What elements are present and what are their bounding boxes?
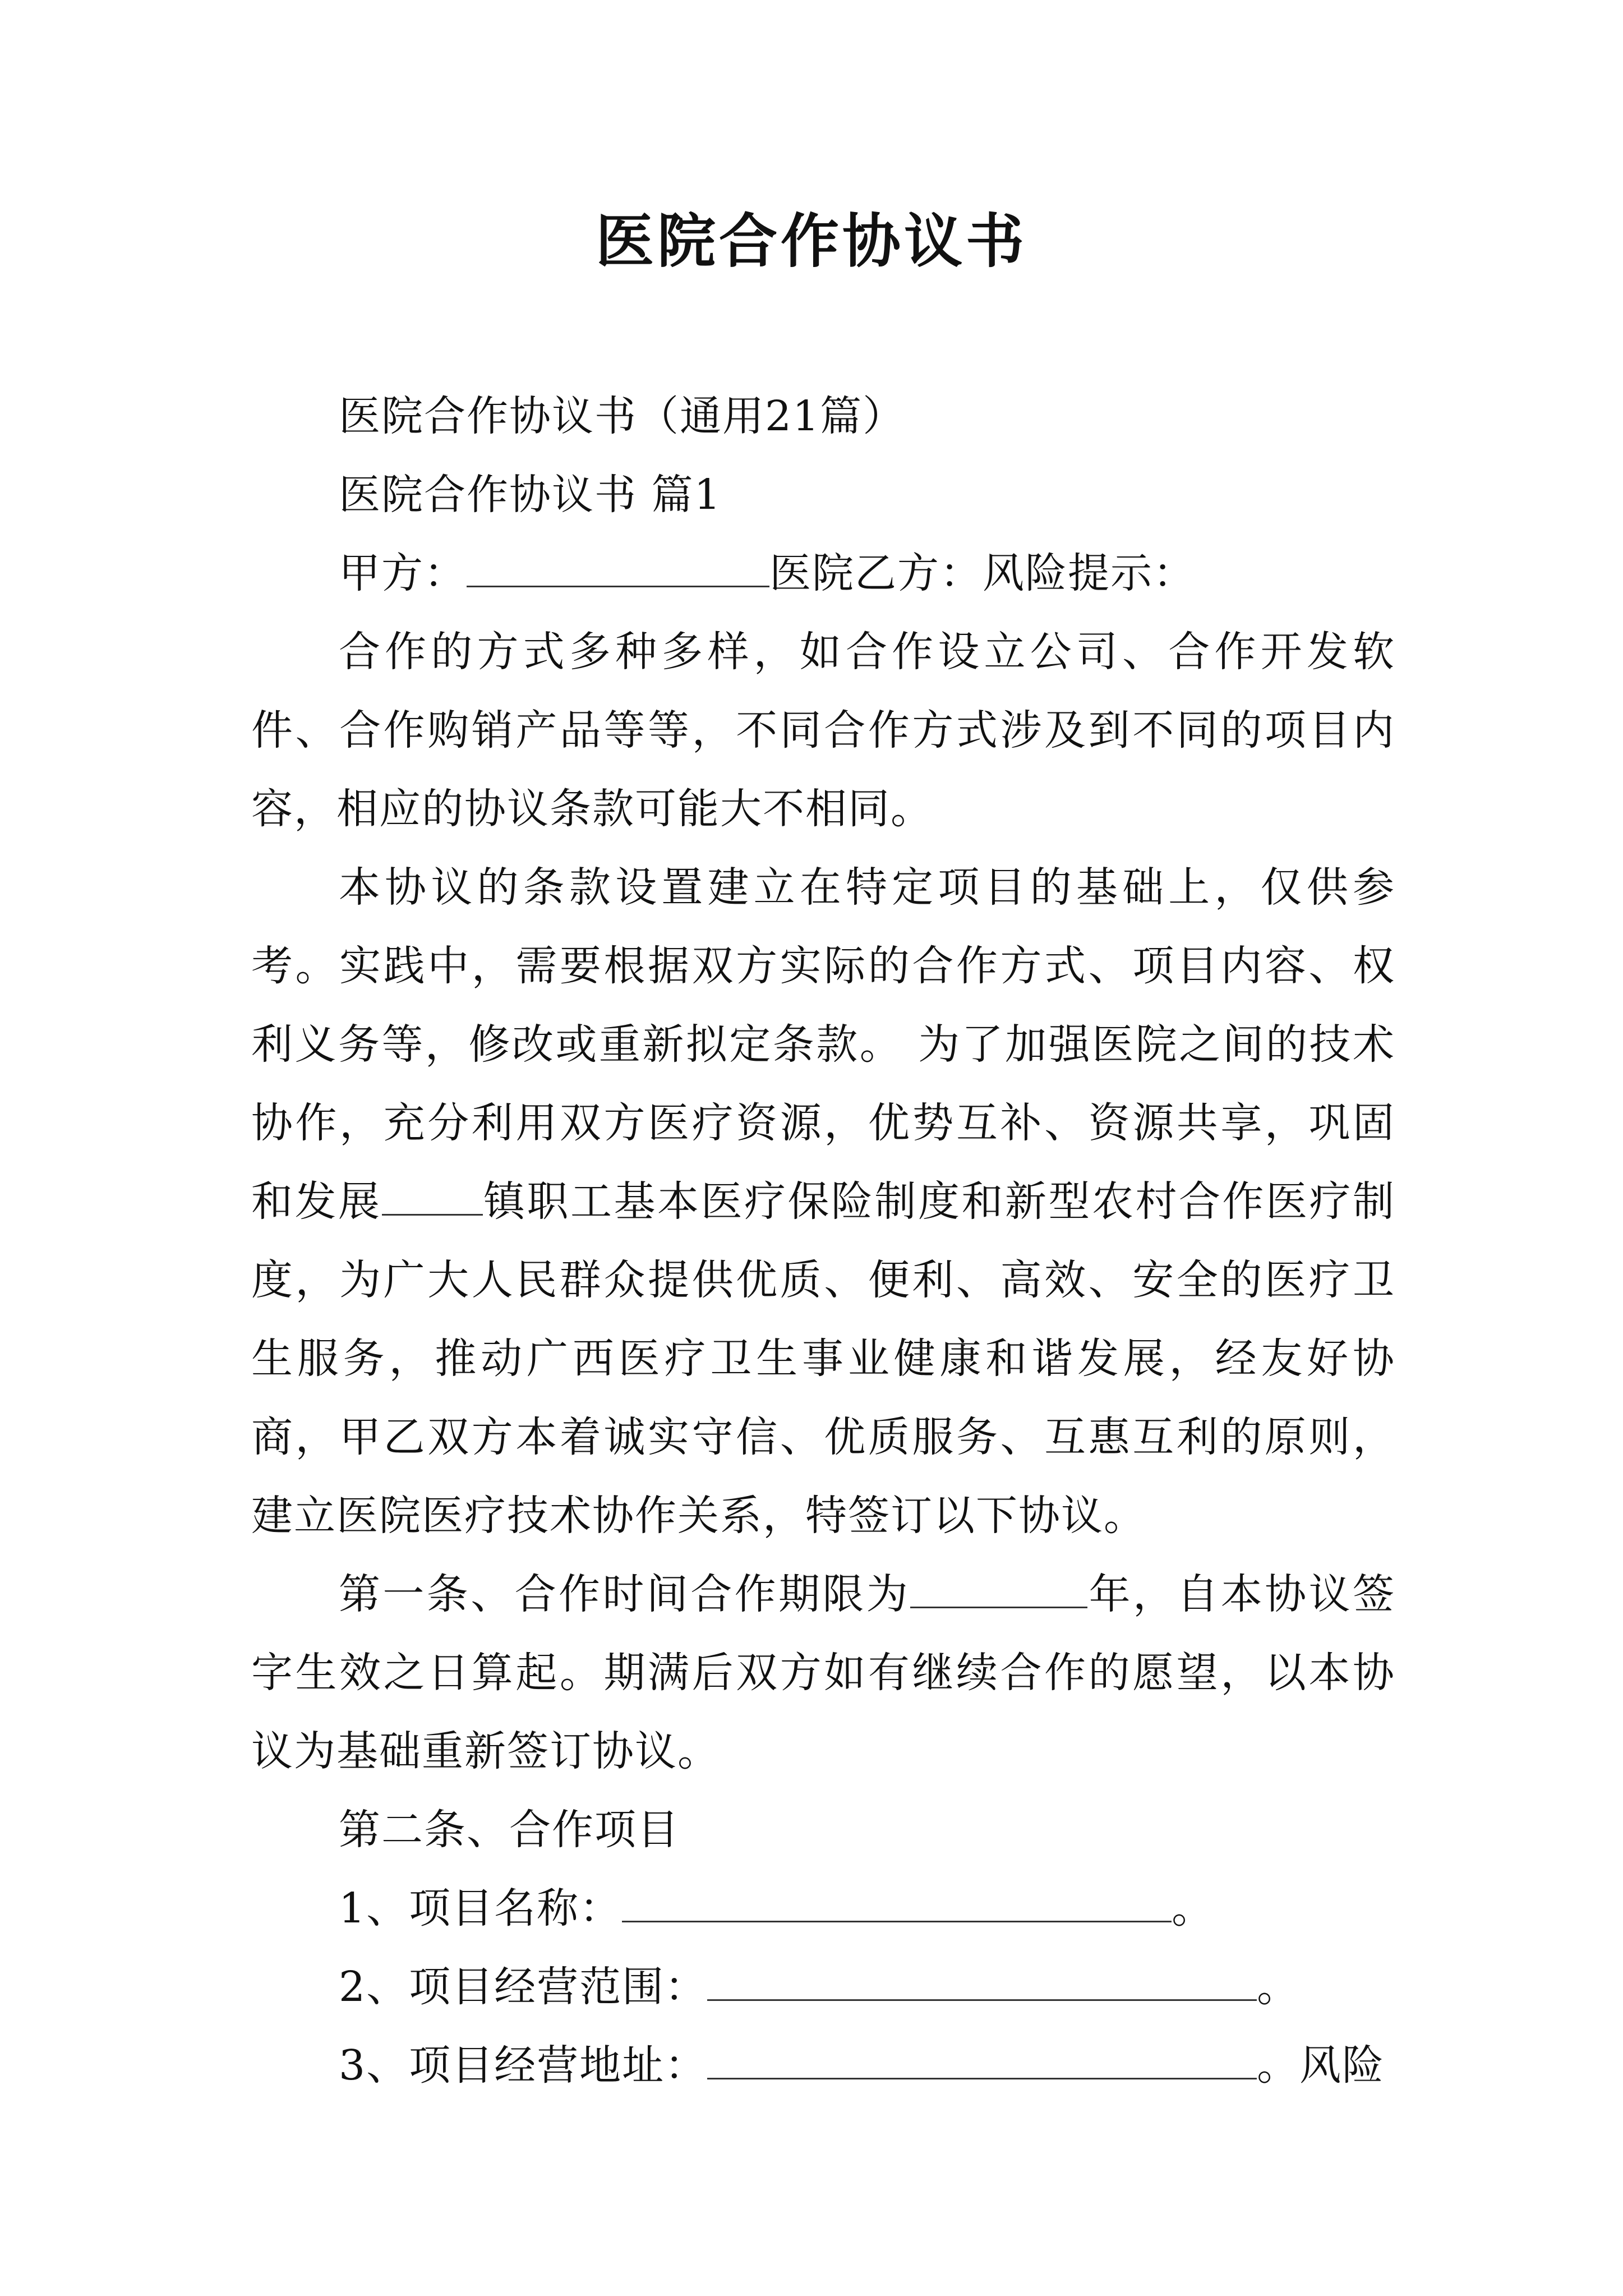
- item-3-end: 。风险: [1257, 2041, 1385, 2090]
- article-1-part1: 第一条、合作时间合作期限为: [339, 1570, 911, 1618]
- item-2-label: 2、项目经营范围：: [339, 1963, 708, 2011]
- paragraph-cooperation-modes: 合作的方式多种多样，如合作设立公司、合作开发软件、合作购销产品等等，不同合作方式涉及到不同的项目内容，相应的协议条款可能大不相同。: [251, 628, 1395, 833]
- item-project-scope: [251, 1948, 1395, 2026]
- party-a-blank: [467, 541, 769, 587]
- item-project-name: [251, 1869, 1395, 1948]
- paragraph-purpose: [251, 848, 1395, 1555]
- project-scope-blank: [707, 1954, 1257, 2001]
- item-project-address: [251, 2026, 1395, 2105]
- item-1-end: 。: [1172, 1884, 1215, 1932]
- document-body: [251, 377, 1395, 2105]
- project-address-blank: [707, 2033, 1257, 2079]
- paragraph-purpose-part1: 本协议的条款设置建立在特定项目的基础上，仅供参考。实践中，需要根据双方实际的合作方式、项目内容、权利义务等，修改或重新拟定条款。 为了加强医院之间的技术协作，充分利用双方医疗资源，优势互补、资源共享，巩固和发展: [251, 863, 1395, 1226]
- town-blank: [382, 1169, 483, 1216]
- item-2-end: 。: [1257, 1963, 1300, 2011]
- article-1-part2: 年，自本协议签字生效之日算起。期满后双方如有继续合作的愿望，以本协议为基础重新签订协议。: [251, 1570, 1396, 1775]
- document-title: 医院合作协议书: [595, 207, 1027, 275]
- subtitle-line: 医院合作协议书（通用21篇）: [339, 392, 906, 440]
- article-2-title: 第二条、合作项目: [339, 1806, 680, 1854]
- item-3-label: 3、项目经营地址：: [339, 2041, 708, 2090]
- paragraph-purpose-part2: 镇职工基本医疗保险制度和新型农村合作医疗制度，为广大人民群众提供优质、便利、高效、安全的医疗卫生服务，推动广西医疗卫生事业健康和谐发展，经友好协商，甲乙双方本着诚实守信、优质服务、互惠互利的原则，建立医院医疗技术协作关系，特签订以下协议。: [251, 1177, 1395, 1540]
- item-1-label: 1、项目名称：: [339, 1884, 623, 1932]
- party-a-label: 甲方：: [339, 549, 467, 597]
- article-1: [251, 1555, 1395, 1791]
- party-line: [251, 534, 1395, 613]
- term-years-blank: [910, 1562, 1087, 1608]
- party-rest-text: 医院乙方：风险提示：: [769, 549, 1196, 597]
- section-heading: 医院合作协议书 篇1: [339, 471, 722, 519]
- project-name-blank: [622, 1876, 1172, 1922]
